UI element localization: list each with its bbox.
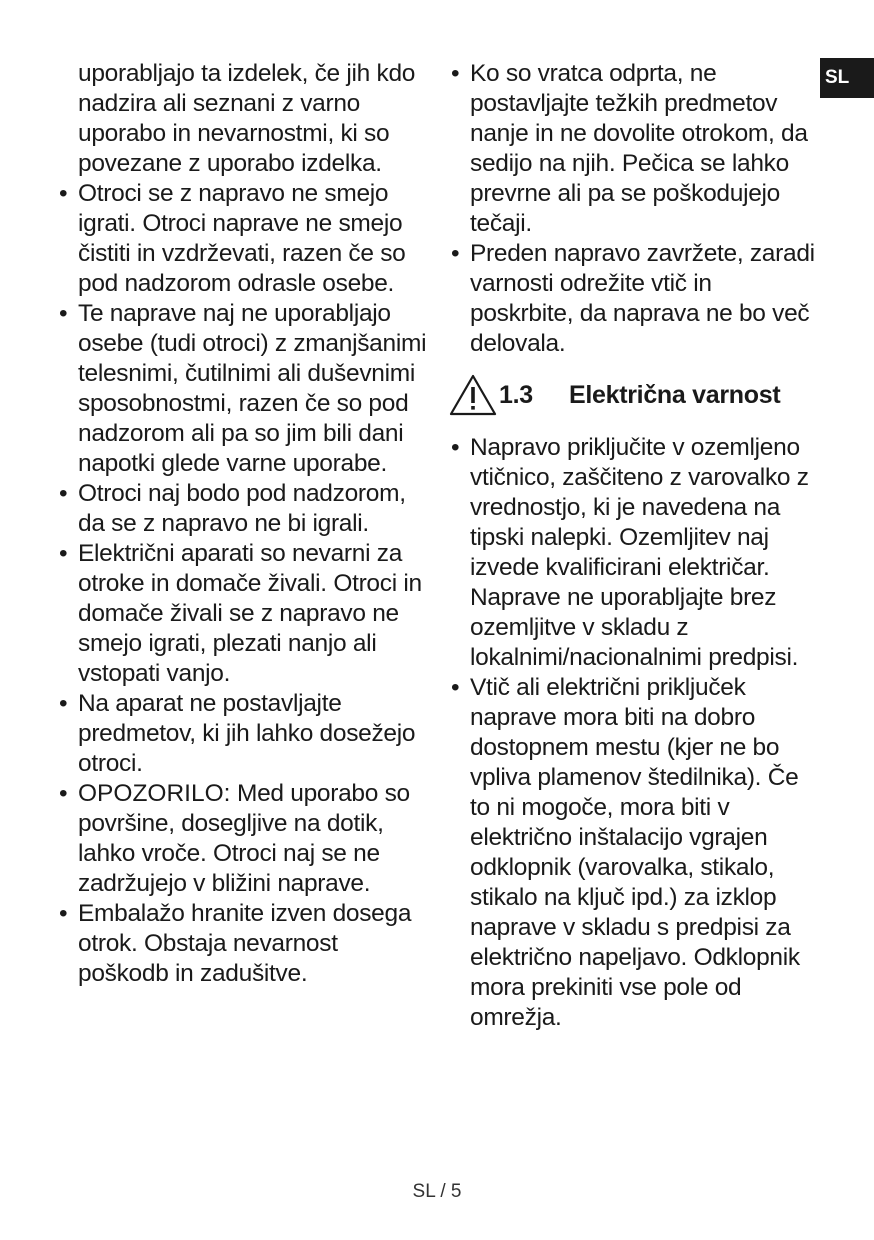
bullet-item: • Otroci se z napravo ne smejo igrati. Otroci naprave ne smejo čistiti in vzdrževati, razen če so pod nadzorom odrasle osebe. [57,179,429,299]
continuation-paragraph: uporabljajo ta izdelek, če jih kdo nadzira ali seznani z varno uporabo in nevarnostmi, ki so povezane z uporabo izdelka. [78,60,416,177]
bullet-item: • Električni aparati so nevarni za otroke in domače živali. Otroci in domače živali se z napravo ne smejo igrati, plezati nanjo ali vstopati vanjo. [57,539,429,689]
bullet-item: • Napravo priključite v ozemljeno vtičnico, zaščiteno z varovalko z vrednostjo, ki je navedena na tipski nalepki. Ozemljitev naj izvede kvalificirani električar. Naprave ne uporabljajte brez ozemljitve v skladu z lokalnimi/nacionalnimi predpisi. [449,433,819,673]
warning-bullet-item [57,779,429,899]
section-heading [449,373,819,417]
language-tab: SL [820,58,874,98]
bullet-item: • Te naprave naj ne uporabljajo osebe (tudi otroci) z zmanjšanimi telesnimi, čutilnimi ali duševnimi sposobnostmi, razen če so pod nadzorom ali pa so jim bili dani napotki glede varne uporabe. [57,299,429,479]
section-title: Električna varnost [569,381,781,409]
section-number: 1.3 [499,381,533,409]
bullet-item: • Otroci naj bodo pod nadzorom, da se z napravo ne bi igrali. [57,479,429,539]
warning-label: OPOZORILO: [78,780,231,807]
warning-triangle-icon [449,373,497,417]
bullet-item: • Vtič ali električni priključek naprave mora biti na dobro dostopnem mestu (kjer ne bo vpliva plamenov štedilnika). Če to ni mogoče, mora biti v električno inštalacijo vgrajen odklopnik (varovalka, stikalo, stikalo na ključ ipd.) za izklop naprave v skladu s predpisi za električno napeljavo. Odklopnik mora prekiniti vse pole od omrežja. [449,673,819,1033]
left-column [57,59,429,989]
bullet-item: • Preden napravo zavržete, zaradi varnosti odrežite vtič in poskrbite, da naprava ne bo več delovala. [449,239,819,359]
bullet-item: • Na aparat ne postavljajte predmetov, ki jih lahko dosežejo otroci. [57,689,429,779]
warning-text: Med uporabo so površine, dosegljive na dotik, lahko vroče. Otroci naj se ne zadržujejo v bližini naprave. [78,780,410,897]
bullet-item: • Ko so vratca odprta, ne postavljajte težkih predmetov nanje in ne dovolite otrokom, da sedijo na njih. Pečica se lahko prevrne ali pa se poškodujejo tečaji. [449,59,819,239]
page-number: SL / 5 [412,1181,462,1202]
right-column [449,59,819,1033]
bullet-item: • Embalažo hranite izven dosega otrok. Obstaja nevarnost poškodb in zadušitve. [57,899,429,989]
